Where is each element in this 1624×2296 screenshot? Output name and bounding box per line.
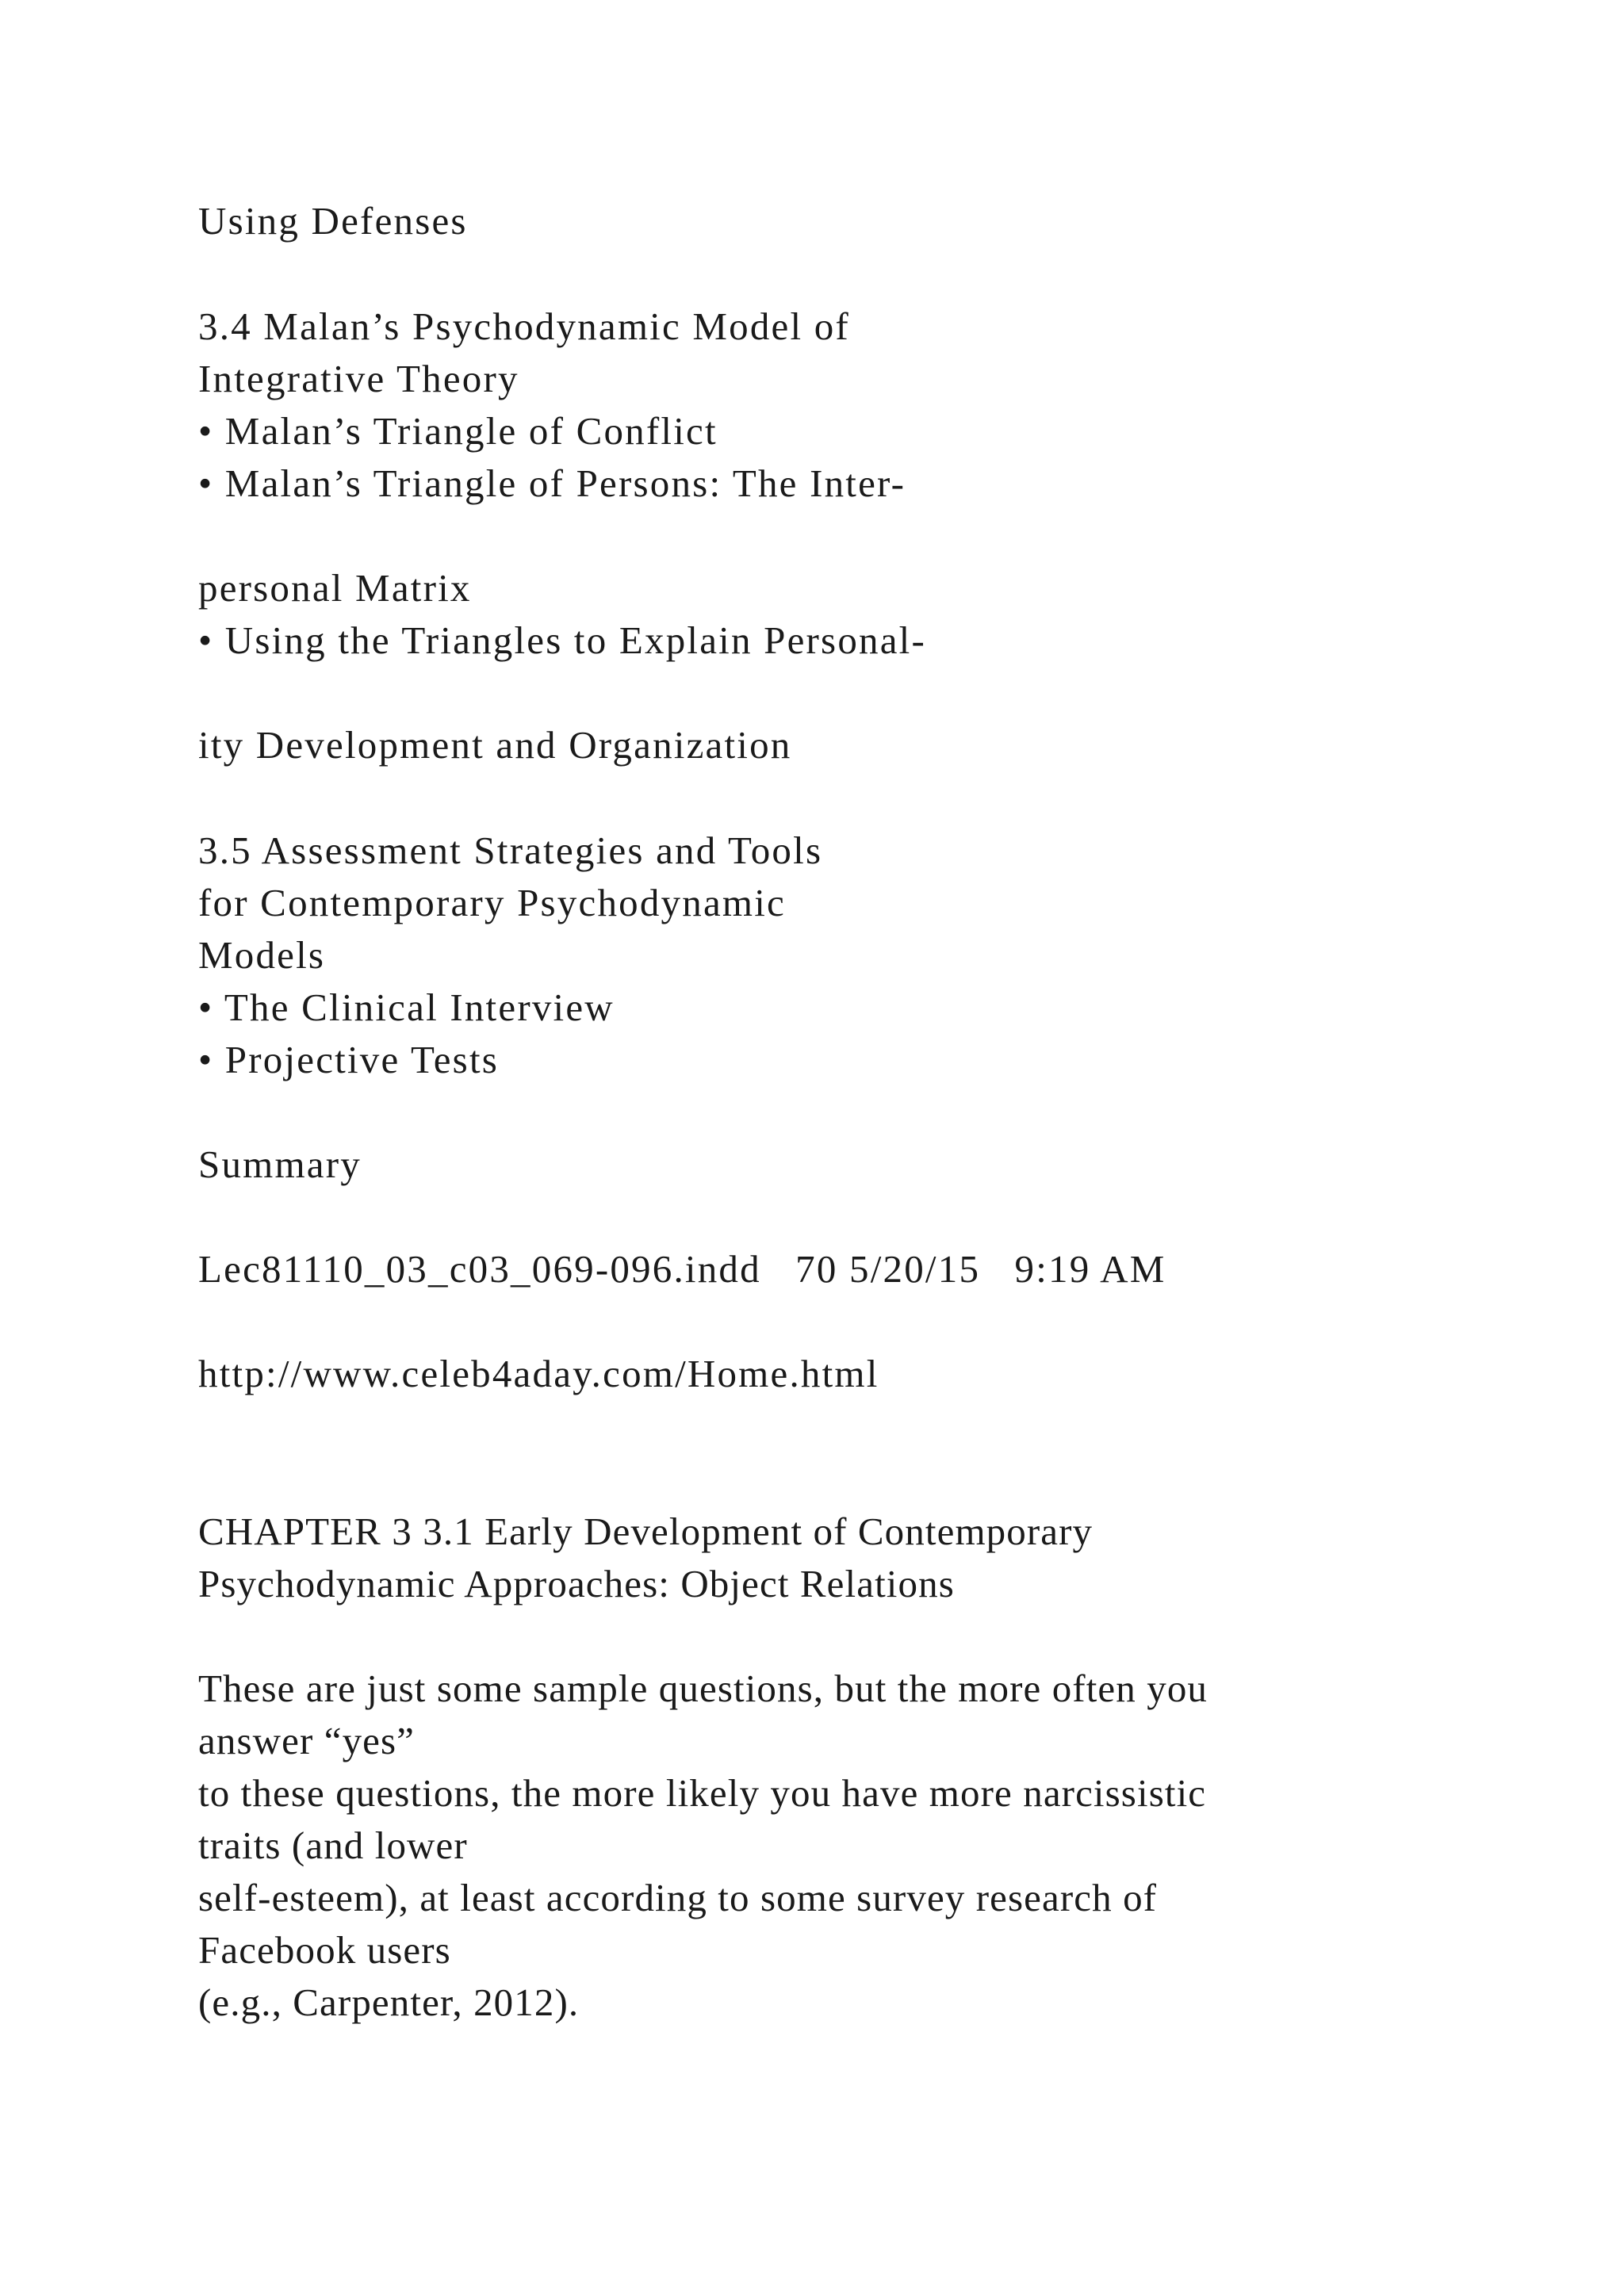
toc-entry-3-4: 3.4 Malan’s Psychodynamic Model of — [198, 304, 850, 348]
paragraph-line-2: answer “yes” — [198, 1719, 416, 1762]
paragraph-line-3: to these questions, the more likely you have more narcissistic — [198, 1771, 1207, 1815]
toc-entry-3-5: 3.5 Assessment Strategies and Tools — [198, 828, 823, 872]
paragraph-line-4: traits (and lower — [198, 1823, 468, 1867]
toc-bullet-projective-tests: • Projective Tests — [198, 1038, 500, 1081]
paragraph-line-5: self-esteem), at least according to some survey research of — [198, 1876, 1158, 1919]
chapter-heading-line-1: CHAPTER 3 3.1 Early Development of Contemporary — [198, 1510, 1094, 1553]
section-heading-using-defenses: Using Defenses — [198, 199, 468, 243]
toc-entry-3-5-continued-2: Models — [198, 933, 326, 977]
url-line: http://www.celeb4aday.com/Home.html — [198, 1352, 879, 1395]
toc-entry-3-5-continued: for Contemporary Psychodynamic — [198, 881, 786, 924]
print-slug-line: Lec81110_03_c03_069-096.indd 70 5/20/15 9:19 AM — [198, 1247, 1166, 1291]
toc-bullet-triangle-of-persons: • Malan’s Triangle of Persons: The Inter- — [198, 461, 906, 505]
toc-bullet-clinical-interview: • The Clinical Interview — [198, 985, 615, 1029]
toc-bullet-using-triangles-continued: ity Development and Organization — [198, 723, 792, 767]
paragraph-line-7: (e.g., Carpenter, 2012). — [198, 1980, 580, 2024]
toc-bullet-using-triangles: • Using the Triangles to Explain Personal- — [198, 618, 927, 662]
toc-entry-3-4-continued: Integrative Theory — [198, 357, 519, 400]
chapter-heading-line-2: Psychodynamic Approaches: Object Relations — [198, 1562, 955, 1605]
toc-bullet-triangle-of-conflict: • Malan’s Triangle of Conflict — [198, 409, 718, 453]
paragraph-line-6: Facebook users — [198, 1928, 451, 1972]
toc-entry-summary: Summary — [198, 1142, 362, 1186]
paragraph-line-1: These are just some sample questions, but the more often you — [198, 1667, 1208, 1710]
toc-bullet-triangle-of-persons-continued: personal Matrix — [198, 566, 472, 610]
